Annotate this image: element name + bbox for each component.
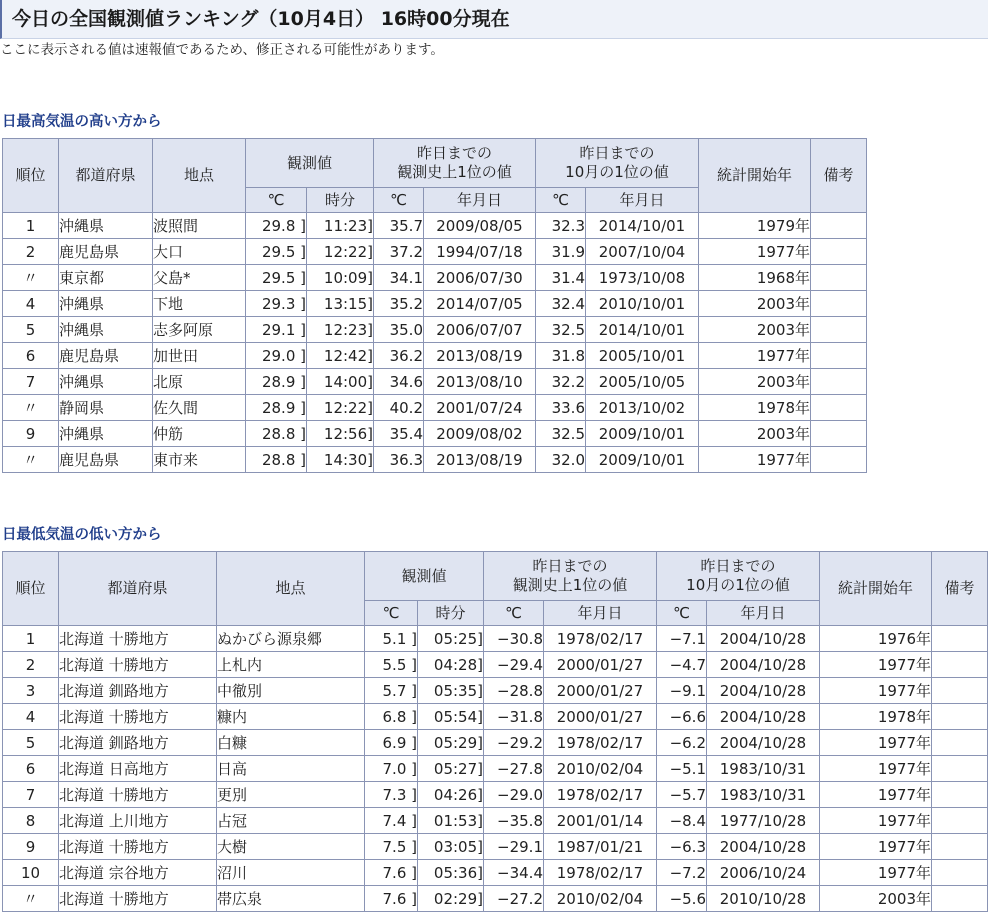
prefecture-cell: 北海道 十勝地方 <box>59 652 217 678</box>
station-cell: ぬかびら源泉郷 <box>217 626 365 652</box>
temp-cell: 6.8 ] <box>365 704 418 730</box>
header-station: 地点 <box>153 139 246 213</box>
station-cell: 佐久間 <box>153 395 246 421</box>
temp-cell: 7.6 ] <box>365 860 418 886</box>
time-cell: 03:05] <box>418 834 484 860</box>
record-date-cell: 2010/02/04 <box>544 886 657 912</box>
table-row <box>3 317 867 343</box>
time-cell: 05:27] <box>418 756 484 782</box>
table-row <box>3 213 867 239</box>
record-date-cell: 2009/08/05 <box>424 213 536 239</box>
subheader-unit-date: 年月日 <box>544 601 657 626</box>
header-record-all <box>374 139 536 188</box>
temp-cell: 29.5 ] <box>246 239 307 265</box>
time-cell: 04:28] <box>418 652 484 678</box>
temp-cell: 7.4 ] <box>365 808 418 834</box>
record-date-cell: 2009/08/02 <box>424 421 536 447</box>
table-row <box>3 447 867 473</box>
time-cell: 05:36] <box>418 860 484 886</box>
time-cell: 12:42] <box>307 343 374 369</box>
table-row <box>3 730 988 756</box>
temp-cell: 28.8 ] <box>246 421 307 447</box>
record-date-cell: 2000/01/27 <box>544 678 657 704</box>
record-date-cell: 1978/02/17 <box>544 860 657 886</box>
temp-cell: 7.0 ] <box>365 756 418 782</box>
rank-cell: 7 <box>3 782 59 808</box>
header-start-year: 統計開始年 <box>699 139 811 213</box>
record-value-cell: 35.4 <box>374 421 424 447</box>
start-year-cell: 1977年 <box>820 652 932 678</box>
october-date-cell: 2004/10/28 <box>707 626 820 652</box>
subheader-unit-c: ℃ <box>484 601 544 626</box>
october-date-cell: 2004/10/28 <box>707 730 820 756</box>
start-year-cell: 1977年 <box>820 730 932 756</box>
header-note: 備考 <box>811 139 867 213</box>
table-row <box>3 265 867 291</box>
station-cell: 中徹別 <box>217 678 365 704</box>
header-record-october-line2: 10月の1位の値 <box>686 576 790 594</box>
station-cell: 占冠 <box>217 808 365 834</box>
station-cell: 仲筋 <box>153 421 246 447</box>
table-row <box>3 678 988 704</box>
start-year-cell: 1976年 <box>820 626 932 652</box>
note-cell <box>811 447 867 473</box>
rank-cell: 10 <box>3 860 59 886</box>
time-cell: 14:00] <box>307 369 374 395</box>
start-year-cell: 1977年 <box>699 239 811 265</box>
record-value-cell: −35.8 <box>484 808 544 834</box>
start-year-cell: 1968年 <box>699 265 811 291</box>
record-value-cell: −28.8 <box>484 678 544 704</box>
note-cell <box>932 756 988 782</box>
note-cell <box>932 808 988 834</box>
october-value-cell: 31.9 <box>536 239 586 265</box>
table-row <box>3 808 988 834</box>
note-cell <box>811 421 867 447</box>
record-date-cell: 2010/02/04 <box>544 756 657 782</box>
temp-cell: 5.5 ] <box>365 652 418 678</box>
station-cell: 大樹 <box>217 834 365 860</box>
station-cell: 父島* <box>153 265 246 291</box>
station-cell: 日高 <box>217 756 365 782</box>
prefecture-cell: 北海道 十勝地方 <box>59 834 217 860</box>
start-year-cell: 1977年 <box>820 756 932 782</box>
temp-cell: 7.5 ] <box>365 834 418 860</box>
station-cell: 北原 <box>153 369 246 395</box>
header-rank: 順位 <box>3 552 59 626</box>
october-date-cell: 2010/10/01 <box>586 291 699 317</box>
time-cell: 12:22] <box>307 239 374 265</box>
temp-cell: 29.5 ] <box>246 265 307 291</box>
prefecture-cell: 鹿児島県 <box>59 447 153 473</box>
header-observed: 観測値 <box>365 552 484 601</box>
header-record-all-line2: 観測史上1位の値 <box>397 163 512 181</box>
prefecture-cell: 鹿児島県 <box>59 343 153 369</box>
time-cell: 05:35] <box>418 678 484 704</box>
october-date-cell: 2014/10/01 <box>586 317 699 343</box>
start-year-cell: 1977年 <box>820 808 932 834</box>
subheader-unit-c: ℃ <box>657 601 707 626</box>
subheader-unit-time: 時分 <box>418 601 484 626</box>
time-cell: 12:56] <box>307 421 374 447</box>
october-date-cell: 2005/10/05 <box>586 369 699 395</box>
table-row <box>3 626 988 652</box>
october-value-cell: −7.1 <box>657 626 707 652</box>
header-observed: 観測値 <box>246 139 374 188</box>
table-row <box>3 652 988 678</box>
start-year-cell: 1977年 <box>820 782 932 808</box>
note-cell <box>932 860 988 886</box>
october-date-cell: 2014/10/01 <box>586 213 699 239</box>
station-cell: 加世田 <box>153 343 246 369</box>
table-row <box>3 782 988 808</box>
start-year-cell: 1977年 <box>820 678 932 704</box>
october-value-cell: −8.4 <box>657 808 707 834</box>
october-value-cell: 31.4 <box>536 265 586 291</box>
temp-cell: 29.1 ] <box>246 317 307 343</box>
october-value-cell: −5.7 <box>657 782 707 808</box>
note-cell <box>811 291 867 317</box>
record-value-cell: 35.0 <box>374 317 424 343</box>
october-value-cell: −5.1 <box>657 756 707 782</box>
time-cell: 01:53] <box>418 808 484 834</box>
october-value-cell: −7.2 <box>657 860 707 886</box>
october-value-cell: 32.2 <box>536 369 586 395</box>
prefecture-cell: 北海道 十勝地方 <box>59 626 217 652</box>
record-value-cell: −27.2 <box>484 886 544 912</box>
record-value-cell: −27.8 <box>484 756 544 782</box>
table-row <box>3 886 988 912</box>
subheader-unit-c: ℃ <box>246 188 307 213</box>
record-value-cell: −29.2 <box>484 730 544 756</box>
time-cell: 12:22] <box>307 395 374 421</box>
header-record-all-line1: 昨日までの <box>416 144 492 162</box>
record-value-cell: 35.2 <box>374 291 424 317</box>
record-date-cell: 1978/02/17 <box>544 626 657 652</box>
temp-cell: 6.9 ] <box>365 730 418 756</box>
prefecture-cell: 北海道 十勝地方 <box>59 886 217 912</box>
record-date-cell: 1978/02/17 <box>544 730 657 756</box>
note-cell <box>811 239 867 265</box>
start-year-cell: 1978年 <box>699 395 811 421</box>
note-cell <box>932 834 988 860</box>
time-cell: 04:26] <box>418 782 484 808</box>
header-rank: 順位 <box>3 139 59 213</box>
header-record-october-line1: 昨日までの <box>700 557 776 575</box>
time-cell: 02:29] <box>418 886 484 912</box>
time-cell: 05:25] <box>418 626 484 652</box>
temp-cell: 28.8 ] <box>246 447 307 473</box>
prefecture-cell: 北海道 十勝地方 <box>59 782 217 808</box>
rank-cell: 1 <box>3 626 59 652</box>
start-year-cell: 1979年 <box>699 213 811 239</box>
start-year-cell: 1977年 <box>820 860 932 886</box>
note-cell <box>811 317 867 343</box>
record-date-cell: 1987/01/21 <box>544 834 657 860</box>
october-date-cell: 2004/10/28 <box>707 652 820 678</box>
header-record-october-line2: 10月の1位の値 <box>565 163 669 181</box>
note-cell <box>932 886 988 912</box>
record-date-cell: 2001/07/24 <box>424 395 536 421</box>
record-value-cell: 36.3 <box>374 447 424 473</box>
prefecture-cell: 北海道 釧路地方 <box>59 678 217 704</box>
header-station: 地点 <box>217 552 365 626</box>
subheader-unit-c: ℃ <box>374 188 424 213</box>
station-cell: 更別 <box>217 782 365 808</box>
station-cell: 帯広泉 <box>217 886 365 912</box>
note-cell <box>932 626 988 652</box>
record-value-cell: −34.4 <box>484 860 544 886</box>
rank-cell: 8 <box>3 808 59 834</box>
rank-cell: 5 <box>3 730 59 756</box>
station-cell: 下地 <box>153 291 246 317</box>
record-date-cell: 2014/07/05 <box>424 291 536 317</box>
note-cell <box>932 652 988 678</box>
record-date-cell: 2013/08/19 <box>424 447 536 473</box>
record-date-cell: 2001/01/14 <box>544 808 657 834</box>
header-prefecture: 都道府県 <box>59 139 153 213</box>
rank-cell: 4 <box>3 704 59 730</box>
header-record-all <box>484 552 657 601</box>
record-date-cell: 2013/08/19 <box>424 343 536 369</box>
rank-cell: 4 <box>3 291 59 317</box>
note-cell <box>811 213 867 239</box>
october-date-cell: 1973/10/08 <box>586 265 699 291</box>
station-cell: 志多阿原 <box>153 317 246 343</box>
october-date-cell: 2013/10/02 <box>586 395 699 421</box>
october-value-cell: 32.5 <box>536 421 586 447</box>
time-cell: 05:29] <box>418 730 484 756</box>
station-cell: 糠内 <box>217 704 365 730</box>
temp-cell: 28.9 ] <box>246 369 307 395</box>
start-year-cell: 1978年 <box>820 704 932 730</box>
october-value-cell: 32.3 <box>536 213 586 239</box>
october-date-cell: 2010/10/28 <box>707 886 820 912</box>
start-year-cell: 2003年 <box>820 886 932 912</box>
station-cell: 大口 <box>153 239 246 265</box>
rank-cell: 9 <box>3 421 59 447</box>
low-temp-table <box>2 551 988 912</box>
table-row <box>3 343 867 369</box>
time-cell: 14:30] <box>307 447 374 473</box>
october-date-cell: 2005/10/01 <box>586 343 699 369</box>
table-row <box>3 834 988 860</box>
table-row <box>3 704 988 730</box>
time-cell: 10:09] <box>307 265 374 291</box>
start-year-cell: 2003年 <box>699 317 811 343</box>
record-value-cell: 34.6 <box>374 369 424 395</box>
station-cell: 波照間 <box>153 213 246 239</box>
rank-cell: 〃 <box>3 886 59 912</box>
prefecture-cell: 静岡県 <box>59 395 153 421</box>
temp-cell: 5.1 ] <box>365 626 418 652</box>
header-start-year: 統計開始年 <box>820 552 932 626</box>
record-date-cell: 2013/08/10 <box>424 369 536 395</box>
prefecture-cell: 北海道 釧路地方 <box>59 730 217 756</box>
note-cell <box>932 704 988 730</box>
subheader-unit-date: 年月日 <box>424 188 536 213</box>
rank-cell: 5 <box>3 317 59 343</box>
start-year-cell: 2003年 <box>699 369 811 395</box>
record-date-cell: 2006/07/07 <box>424 317 536 343</box>
time-cell: 05:54] <box>418 704 484 730</box>
october-value-cell: −6.3 <box>657 834 707 860</box>
rank-cell: 6 <box>3 343 59 369</box>
note-cell <box>932 782 988 808</box>
header-record-all-line1: 昨日までの <box>532 557 608 575</box>
record-value-cell: 40.2 <box>374 395 424 421</box>
page-title: 今日の全国観測値ランキング（10月4日） 16時00分現在 <box>0 0 988 39</box>
october-date-cell: 2004/10/28 <box>707 834 820 860</box>
october-value-cell: −9.1 <box>657 678 707 704</box>
time-cell: 11:23] <box>307 213 374 239</box>
prefecture-cell: 北海道 十勝地方 <box>59 704 217 730</box>
prefecture-cell: 東京都 <box>59 265 153 291</box>
october-value-cell: −6.2 <box>657 730 707 756</box>
temp-cell: 29.8 ] <box>246 213 307 239</box>
rank-cell: 1 <box>3 213 59 239</box>
station-cell: 東市来 <box>153 447 246 473</box>
prefecture-cell: 北海道 宗谷地方 <box>59 860 217 886</box>
time-cell: 12:23] <box>307 317 374 343</box>
october-date-cell: 1977/10/28 <box>707 808 820 834</box>
october-value-cell: 33.6 <box>536 395 586 421</box>
rank-cell: 〃 <box>3 265 59 291</box>
station-cell: 上札内 <box>217 652 365 678</box>
october-value-cell: 32.5 <box>536 317 586 343</box>
subheader-unit-c: ℃ <box>365 601 418 626</box>
october-date-cell: 2009/10/01 <box>586 421 699 447</box>
record-date-cell: 2000/01/27 <box>544 704 657 730</box>
record-value-cell: −29.4 <box>484 652 544 678</box>
october-date-cell: 1983/10/31 <box>707 756 820 782</box>
subheader-unit-date: 年月日 <box>586 188 699 213</box>
record-date-cell: 1978/02/17 <box>544 782 657 808</box>
note-cell <box>811 265 867 291</box>
subheader-unit-c: ℃ <box>536 188 586 213</box>
prefecture-cell: 沖縄県 <box>59 213 153 239</box>
october-value-cell: −4.7 <box>657 652 707 678</box>
start-year-cell: 1977年 <box>820 834 932 860</box>
october-value-cell: −6.6 <box>657 704 707 730</box>
rank-cell: 〃 <box>3 447 59 473</box>
start-year-cell: 1977年 <box>699 447 811 473</box>
record-date-cell: 2006/07/30 <box>424 265 536 291</box>
prefecture-cell: 北海道 上川地方 <box>59 808 217 834</box>
start-year-cell: 2003年 <box>699 421 811 447</box>
header-record-october <box>536 139 699 188</box>
october-value-cell: −5.6 <box>657 886 707 912</box>
revision-notice: ここに表示される値は速報値であるため、修正される可能性があります。 <box>0 42 444 58</box>
low-temp-section-title: 日最低気温の低い方から <box>2 527 162 543</box>
rank-cell: 6 <box>3 756 59 782</box>
start-year-cell: 1977年 <box>699 343 811 369</box>
record-date-cell: 2000/01/27 <box>544 652 657 678</box>
prefecture-cell: 北海道 日高地方 <box>59 756 217 782</box>
table-row <box>3 369 867 395</box>
record-value-cell: −29.0 <box>484 782 544 808</box>
table-row <box>3 291 867 317</box>
record-value-cell: 37.2 <box>374 239 424 265</box>
record-value-cell: −31.8 <box>484 704 544 730</box>
prefecture-cell: 鹿児島県 <box>59 239 153 265</box>
rank-cell: 3 <box>3 678 59 704</box>
note-cell <box>811 395 867 421</box>
station-cell: 白糠 <box>217 730 365 756</box>
temp-cell: 29.3 ] <box>246 291 307 317</box>
header-note: 備考 <box>932 552 988 626</box>
rank-cell: 〃 <box>3 395 59 421</box>
record-value-cell: 35.7 <box>374 213 424 239</box>
start-year-cell: 2003年 <box>699 291 811 317</box>
record-value-cell: −30.8 <box>484 626 544 652</box>
rank-cell: 9 <box>3 834 59 860</box>
temp-cell: 28.9 ] <box>246 395 307 421</box>
header-record-october-line1: 昨日までの <box>579 144 655 162</box>
high-temp-table <box>2 138 867 473</box>
note-cell <box>932 730 988 756</box>
subheader-unit-time: 時分 <box>307 188 374 213</box>
october-date-cell: 1983/10/31 <box>707 782 820 808</box>
table-row <box>3 860 988 886</box>
rank-cell: 2 <box>3 239 59 265</box>
record-date-cell: 1994/07/18 <box>424 239 536 265</box>
prefecture-cell: 沖縄県 <box>59 317 153 343</box>
table-row <box>3 421 867 447</box>
october-value-cell: 32.0 <box>536 447 586 473</box>
october-date-cell: 2006/10/24 <box>707 860 820 886</box>
october-date-cell: 2004/10/28 <box>707 704 820 730</box>
high-temp-section-title: 日最高気温の高い方から <box>2 114 162 130</box>
temp-cell: 7.6 ] <box>365 886 418 912</box>
station-cell: 沼川 <box>217 860 365 886</box>
october-date-cell: 2007/10/04 <box>586 239 699 265</box>
prefecture-cell: 沖縄県 <box>59 421 153 447</box>
record-value-cell: 36.2 <box>374 343 424 369</box>
note-cell <box>811 343 867 369</box>
october-date-cell: 2009/10/01 <box>586 447 699 473</box>
rank-cell: 2 <box>3 652 59 678</box>
temp-cell: 7.3 ] <box>365 782 418 808</box>
record-value-cell: −29.1 <box>484 834 544 860</box>
prefecture-cell: 沖縄県 <box>59 369 153 395</box>
october-date-cell: 2004/10/28 <box>707 678 820 704</box>
time-cell: 13:15] <box>307 291 374 317</box>
october-value-cell: 31.8 <box>536 343 586 369</box>
header-record-october <box>657 552 820 601</box>
subheader-unit-date: 年月日 <box>707 601 820 626</box>
header-record-all-line2: 観測史上1位の値 <box>512 576 628 594</box>
table-row <box>3 756 988 782</box>
temp-cell: 5.7 ] <box>365 678 418 704</box>
table-row <box>3 395 867 421</box>
october-value-cell: 32.4 <box>536 291 586 317</box>
note-cell <box>932 678 988 704</box>
table-row <box>3 239 867 265</box>
temp-cell: 29.0 ] <box>246 343 307 369</box>
note-cell <box>811 369 867 395</box>
rank-cell: 7 <box>3 369 59 395</box>
record-value-cell: 34.1 <box>374 265 424 291</box>
prefecture-cell: 沖縄県 <box>59 291 153 317</box>
header-prefecture: 都道府県 <box>59 552 217 626</box>
